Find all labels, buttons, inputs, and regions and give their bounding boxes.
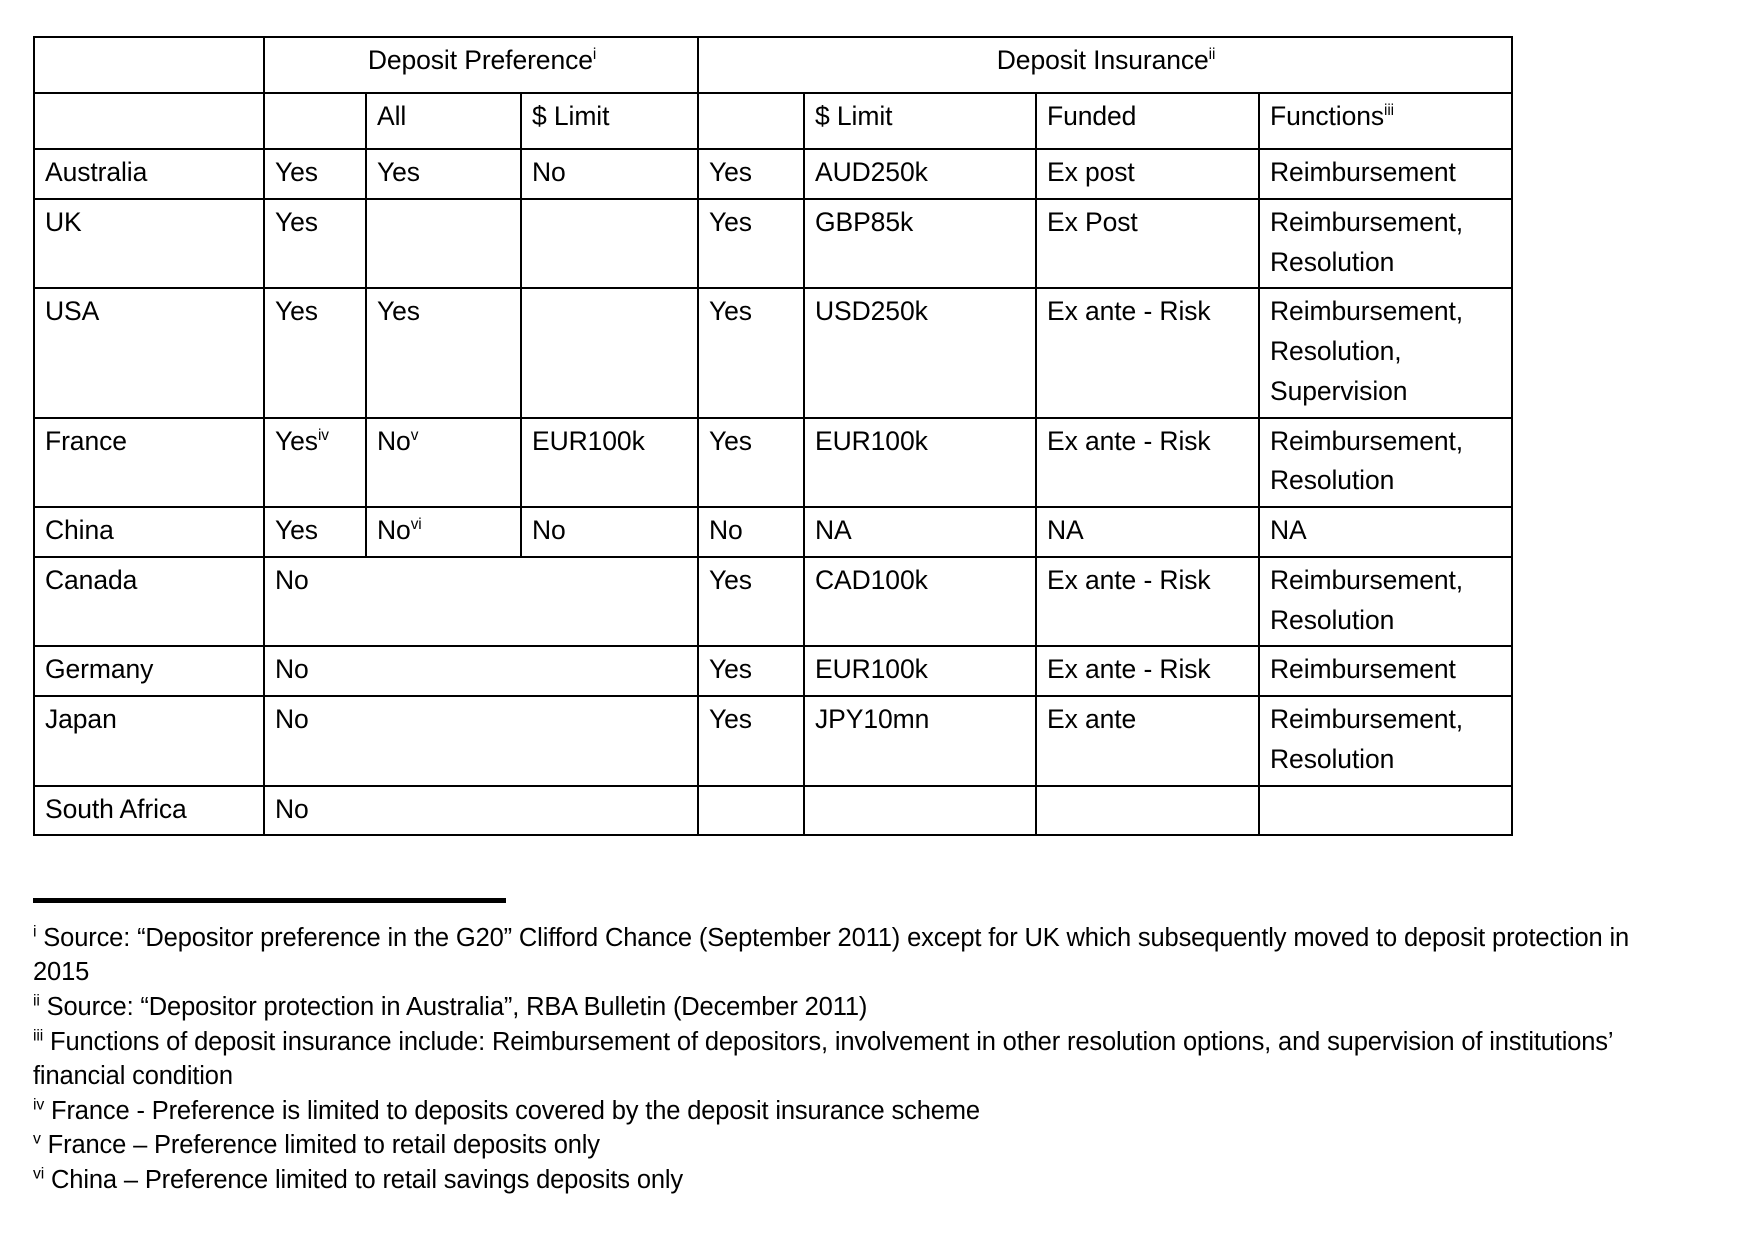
sub-header-preference-all: All xyxy=(366,93,521,149)
sub-header-insurance-functions-superscript: iii xyxy=(1384,102,1394,120)
footnote-i-text: Source: “Depositor preference in the G20” Clifford Chance (September 2011) except for UK which subsequently moved to deposit protection in 2015 xyxy=(33,924,1630,986)
group-header-deposit-preference-superscript: i xyxy=(592,46,597,64)
group-header-deposit-preference-label: Deposit Preference xyxy=(367,45,593,75)
cell-insurance-functions: Reimbursement xyxy=(1259,646,1512,696)
cell-preference-limit xyxy=(521,288,698,417)
cell-preference-all: Yes xyxy=(366,149,521,199)
sub-header-insurance-limit: $ Limit xyxy=(804,93,1036,149)
cell-insurance-functions: Reimbursement, Resolution, Supervision xyxy=(1259,288,1512,417)
cell-preference-all xyxy=(366,199,521,289)
footnote-v-text: France – Preference limited to retail deposits only xyxy=(40,1131,600,1160)
footnote-iv xyxy=(33,1095,1673,1129)
cell-preference-any: Yes xyxy=(264,288,366,417)
footnote-ii xyxy=(33,991,1673,1025)
sub-header-preference-limit: $ Limit xyxy=(521,93,698,149)
footnote-vi xyxy=(33,1164,1673,1198)
cell-preference-merged: No xyxy=(264,696,698,786)
footnote-ii-text: Source: “Depositor protection in Australia”, RBA Bulletin (December 2011) xyxy=(39,992,868,1021)
footnote-v-marker: v xyxy=(33,1130,41,1148)
cell-insurance-funded: Ex ante xyxy=(1036,696,1259,786)
cell-insurance-any: Yes xyxy=(698,288,804,417)
footnote-iv-text: France - Preference is limited to deposits covered by the deposit insurance scheme xyxy=(44,1096,980,1125)
cell-preference-all xyxy=(366,418,521,508)
cell-insurance-any: Yes xyxy=(698,418,804,508)
footnote-separator-rule xyxy=(33,898,506,903)
footnote-vi-marker: vi xyxy=(33,1165,45,1183)
deposit-comparison-table-wrapper xyxy=(33,36,1511,836)
cell-preference-limit: No xyxy=(521,149,698,199)
cell-preference-limit: No xyxy=(521,507,698,557)
cell-preference-all-superscript: vi xyxy=(410,516,422,534)
sub-header-insurance-functions xyxy=(1259,93,1512,149)
table-row xyxy=(34,199,1512,289)
cell-insurance-any xyxy=(698,786,804,836)
cell-preference-any: Yes xyxy=(264,507,366,557)
cell-preference-all xyxy=(366,507,521,557)
cell-country: Japan xyxy=(34,696,264,786)
cell-country: South Africa xyxy=(34,786,264,836)
cell-insurance-limit: JPY10mn xyxy=(804,696,1036,786)
cell-insurance-functions: Reimbursement xyxy=(1259,149,1512,199)
footnote-iii-marker: iii xyxy=(33,1027,44,1045)
group-header-deposit-insurance xyxy=(698,37,1512,93)
cell-insurance-funded: Ex post xyxy=(1036,149,1259,199)
cell-country: USA xyxy=(34,288,264,417)
cell-preference-limit: EUR100k xyxy=(521,418,698,508)
footnote-i xyxy=(33,922,1673,990)
cell-preference-any-superscript: iv xyxy=(317,426,329,444)
table-row xyxy=(34,646,1512,696)
cell-preference-any-value: Yes xyxy=(275,425,318,456)
table-row xyxy=(34,557,1512,647)
cell-insurance-functions: NA xyxy=(1259,507,1512,557)
cell-preference-any: Yes xyxy=(264,199,366,289)
table-row xyxy=(34,288,1512,417)
cell-preference-merged: No xyxy=(264,646,698,696)
group-header-deposit-insurance-superscript: ii xyxy=(1208,46,1216,64)
cell-insurance-limit: GBP85k xyxy=(804,199,1036,289)
cell-insurance-functions: Reimbursement, Resolution xyxy=(1259,696,1512,786)
cell-insurance-funded: NA xyxy=(1036,507,1259,557)
sub-header-country xyxy=(34,93,264,149)
footnote-i-marker: i xyxy=(33,923,37,941)
cell-insurance-limit: USD250k xyxy=(804,288,1036,417)
table-row xyxy=(34,418,1512,508)
cell-insurance-limit: CAD100k xyxy=(804,557,1036,647)
cell-preference-all-value: No xyxy=(377,515,411,545)
cell-preference-all-value: No xyxy=(377,425,411,456)
footnote-vi-text: China – Preference limited to retail savings deposits only xyxy=(44,1166,684,1195)
table-row xyxy=(34,696,1512,786)
cell-country: Canada xyxy=(34,557,264,647)
cell-country: China xyxy=(34,507,264,557)
table-group-header-row xyxy=(34,37,1512,93)
footnotes-section xyxy=(33,922,1673,1199)
cell-insurance-funded: Ex ante - Risk xyxy=(1036,418,1259,508)
cell-insurance-funded: Ex Post xyxy=(1036,199,1259,289)
cell-insurance-limit xyxy=(804,786,1036,836)
cell-preference-all: Yes xyxy=(366,288,521,417)
sub-header-insurance-funded: Funded xyxy=(1036,93,1259,149)
cell-country: Germany xyxy=(34,646,264,696)
cell-insurance-any: Yes xyxy=(698,557,804,647)
cell-insurance-any: Yes xyxy=(698,149,804,199)
corner-cell xyxy=(34,37,264,93)
cell-country: UK xyxy=(34,199,264,289)
cell-insurance-funded xyxy=(1036,786,1259,836)
footnote-iv-marker: iv xyxy=(33,1096,45,1114)
cell-insurance-any: Yes xyxy=(698,646,804,696)
group-header-deposit-insurance-label: Deposit Insurance xyxy=(996,45,1209,75)
cell-insurance-any: Yes xyxy=(698,696,804,786)
footnote-ii-marker: ii xyxy=(33,992,40,1010)
table-sub-header-row xyxy=(34,93,1512,149)
cell-insurance-limit: AUD250k xyxy=(804,149,1036,199)
group-header-deposit-preference xyxy=(264,37,698,93)
cell-preference-all-superscript: v xyxy=(410,426,419,444)
cell-insurance-any: No xyxy=(698,507,804,557)
cell-preference-limit xyxy=(521,199,698,289)
table-row xyxy=(34,149,1512,199)
cell-insurance-limit: NA xyxy=(804,507,1036,557)
table-row xyxy=(34,786,1512,836)
cell-insurance-funded: Ex ante - Risk xyxy=(1036,288,1259,417)
cell-country: France xyxy=(34,418,264,508)
sub-header-preference-any xyxy=(264,93,366,149)
cell-country: Australia xyxy=(34,149,264,199)
cell-preference-any: Yes xyxy=(264,149,366,199)
cell-preference-any xyxy=(264,418,366,508)
footnote-iii-text: Functions of deposit insurance include: Reimbursement of depositors, involvement in other resolution options, and supervision of institutions’ financial condition xyxy=(33,1027,1613,1090)
sub-header-insurance-functions-label: Functions xyxy=(1270,101,1385,131)
footnote-iii xyxy=(33,1026,1673,1094)
cell-insurance-functions xyxy=(1259,786,1512,836)
footnote-v xyxy=(33,1129,1673,1163)
cell-insurance-limit: EUR100k xyxy=(804,646,1036,696)
cell-insurance-functions: Reimbursement, Resolution xyxy=(1259,418,1512,508)
cell-insurance-functions: Reimbursement, Resolution xyxy=(1259,557,1512,647)
cell-insurance-limit: EUR100k xyxy=(804,418,1036,508)
sub-header-insurance-any xyxy=(698,93,804,149)
cell-insurance-funded: Ex ante - Risk xyxy=(1036,646,1259,696)
cell-insurance-functions: Reimbursement, Resolution xyxy=(1259,199,1512,289)
cell-insurance-funded: Ex ante - Risk xyxy=(1036,557,1259,647)
deposit-comparison-table xyxy=(33,36,1513,836)
cell-preference-merged: No xyxy=(264,786,698,836)
cell-preference-merged: No xyxy=(264,557,698,647)
table-row xyxy=(34,507,1512,557)
cell-insurance-any: Yes xyxy=(698,199,804,289)
